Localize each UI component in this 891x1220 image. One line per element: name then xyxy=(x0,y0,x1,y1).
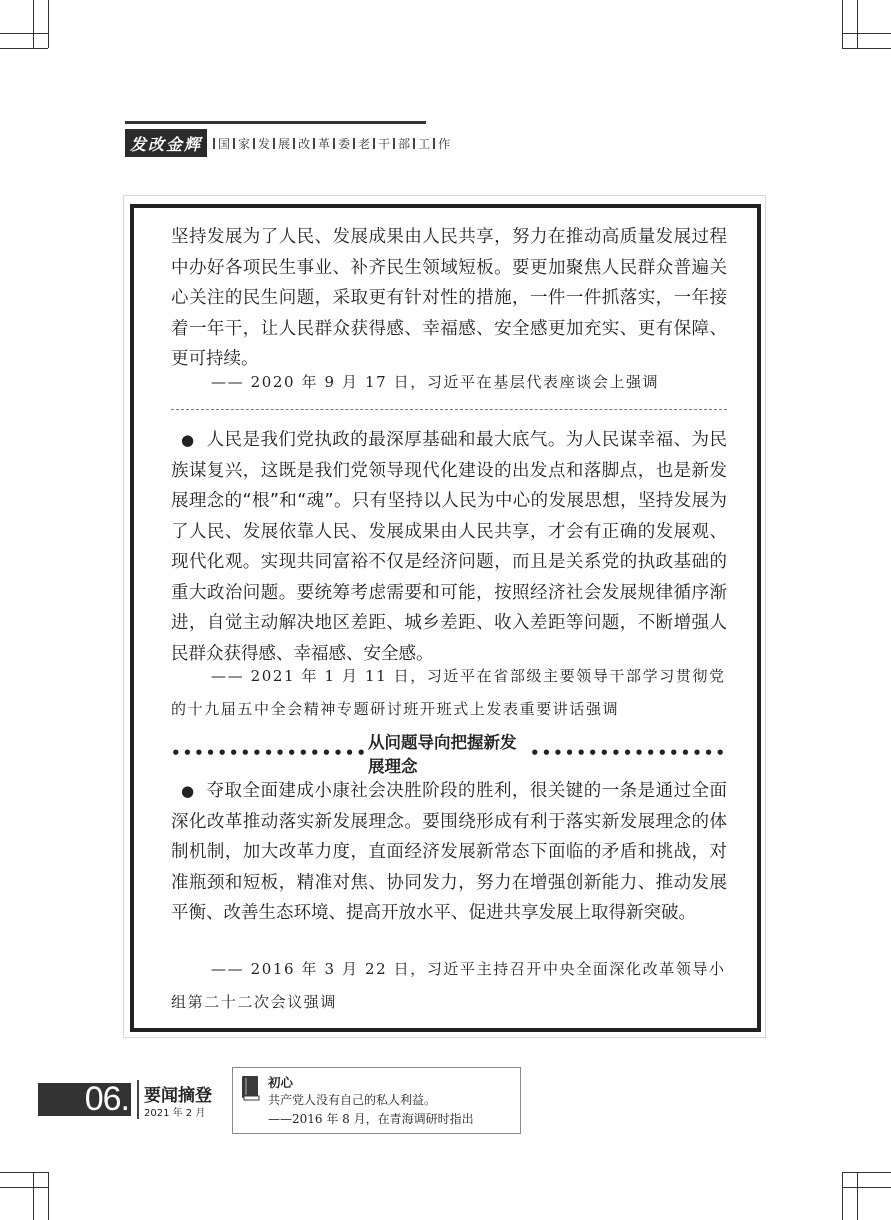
org-char: 革 xyxy=(318,136,331,151)
brand-logo: 发改金辉 xyxy=(125,129,207,157)
org-char: 展 xyxy=(278,136,291,151)
org-char: 工 xyxy=(418,136,431,151)
quote-attribution xyxy=(171,366,727,399)
crop-mark xyxy=(48,0,49,48)
org-char: 国 xyxy=(218,136,231,151)
crop-mark xyxy=(842,1172,891,1173)
paragraph-text: 人民是我们党执政的最深厚基础和最大底气。为人民谋幸福、为民族谋复兴，这既是我们党领导现代化建设的出发点和落脚点，也是新发展理念的“根”和“魂”。只有坚持以人民为中心的发展思想，坚持发展为了人民、发展依靠人民、发展成果由人民共享，才会有正确的发展观、现代化观。实现共同富裕不仅是经济问题，而且是关系党的执政基础的重大政治问题。要统筹考虑需要和可能，按照经济社会发展规律循序渐进，自觉主动解决地区差距、城乡差距、收入差距等问题，不断增强人民群众获得感、幸福感、安全感。 xyxy=(171,430,728,664)
footer-divider xyxy=(137,1080,139,1119)
dotted-rule-left: ••••••••••••••••• xyxy=(171,744,368,762)
separator xyxy=(433,138,435,149)
crop-mark xyxy=(0,1187,48,1188)
header-rule xyxy=(125,121,426,124)
crop-mark xyxy=(33,0,34,48)
org-name xyxy=(212,129,452,157)
bullet-icon: ● xyxy=(181,782,195,800)
dashed-divider xyxy=(171,409,727,410)
org-char: 老 xyxy=(358,136,371,151)
book-icon xyxy=(241,1075,261,1101)
attribution-text: —— 2020 年 9 月 17 日，习近平在基层代表座谈会上强调 xyxy=(211,373,660,391)
article-paragraph xyxy=(171,776,727,929)
separator xyxy=(233,138,235,149)
org-char: 委 xyxy=(338,136,351,151)
quote-attribution xyxy=(171,953,727,1019)
dotted-rule-right: ••••••••••••••••• xyxy=(530,744,727,762)
separator xyxy=(293,138,295,149)
quote-title: 初心 xyxy=(268,1075,294,1090)
article-paragraph: 坚持发展为了人民、发展成果由人民共享，努力在推动高质量发展过程中办好各项民生事业、补齐民生领域短板。要更加聚焦人民群众普遍关心关注的民生问题，采取更有针对性的措施，一件一件抓落实，一年接着一年干，让人民群众获得感、幸福感、安全感更加充实、更有保障、更可持续。 xyxy=(171,227,727,369)
crop-mark xyxy=(0,48,48,49)
quote-text: 共产党人没有自己的私人利益。 xyxy=(268,1093,437,1107)
quote-source: ——2016 年 8 月，在青海调研时指出 xyxy=(268,1112,474,1126)
org-char: 部 xyxy=(398,136,411,151)
crop-mark xyxy=(857,1172,858,1220)
org-char: 作 xyxy=(438,136,451,151)
separator xyxy=(313,138,315,149)
separator xyxy=(413,138,415,149)
crop-mark xyxy=(0,1172,48,1173)
section-name: 要闻摘登 xyxy=(144,1086,212,1106)
separator xyxy=(373,138,375,149)
separator xyxy=(213,138,215,149)
org-char: 家 xyxy=(238,136,251,151)
crop-mark xyxy=(842,33,891,34)
crop-mark xyxy=(842,48,891,49)
crop-mark xyxy=(857,0,858,48)
separator xyxy=(393,138,395,149)
bullet-icon: ● xyxy=(181,431,195,449)
org-char: 干 xyxy=(378,136,391,151)
crop-mark xyxy=(0,33,48,34)
crop-mark xyxy=(842,1172,843,1220)
separator xyxy=(353,138,355,149)
attribution-text: —— 2021 年 1 月 11 日，习近平在省部级主要领导干部学习贯彻党的十九届五中全会精神专题研讨班开班式上发表重要讲话强调 xyxy=(171,667,726,718)
crop-mark xyxy=(842,0,843,48)
org-char: 改 xyxy=(298,136,311,151)
article-paragraph xyxy=(171,425,727,669)
page-number: 06. xyxy=(38,1083,131,1116)
crop-mark xyxy=(33,1172,34,1220)
org-char: 发 xyxy=(258,136,271,151)
attribution-text: —— 2016 年 3 月 22 日，习近平主持召开中央全面深化改革领导小组第二十二次会议强调 xyxy=(171,960,726,1011)
section-title: 从问题导向把握新发展理念 xyxy=(368,733,517,776)
separator xyxy=(273,138,275,149)
crop-mark xyxy=(842,1187,891,1188)
separator xyxy=(333,138,335,149)
paragraph-text: 夺取全面建成小康社会决胜阶段的胜利，很关键的一条是通过全面深化改革推动落实新发展理念。要围绕形成有利于落实新发展理念的体制机制，加大改革力度，直面经济发展新常态下面临的矛盾和挑战，对准瓶颈和短板，精准对焦、协同发力，努力在增强创新能力、推动发展平衡、改善生态环境、提高开放水平、促进共享发展上取得新突破。 xyxy=(171,781,728,923)
issue-date: 2021 年 2 月 xyxy=(144,1108,206,1119)
crop-mark xyxy=(48,1172,49,1220)
separator xyxy=(253,138,255,149)
quote-attribution xyxy=(171,660,727,726)
section-heading xyxy=(171,733,727,776)
